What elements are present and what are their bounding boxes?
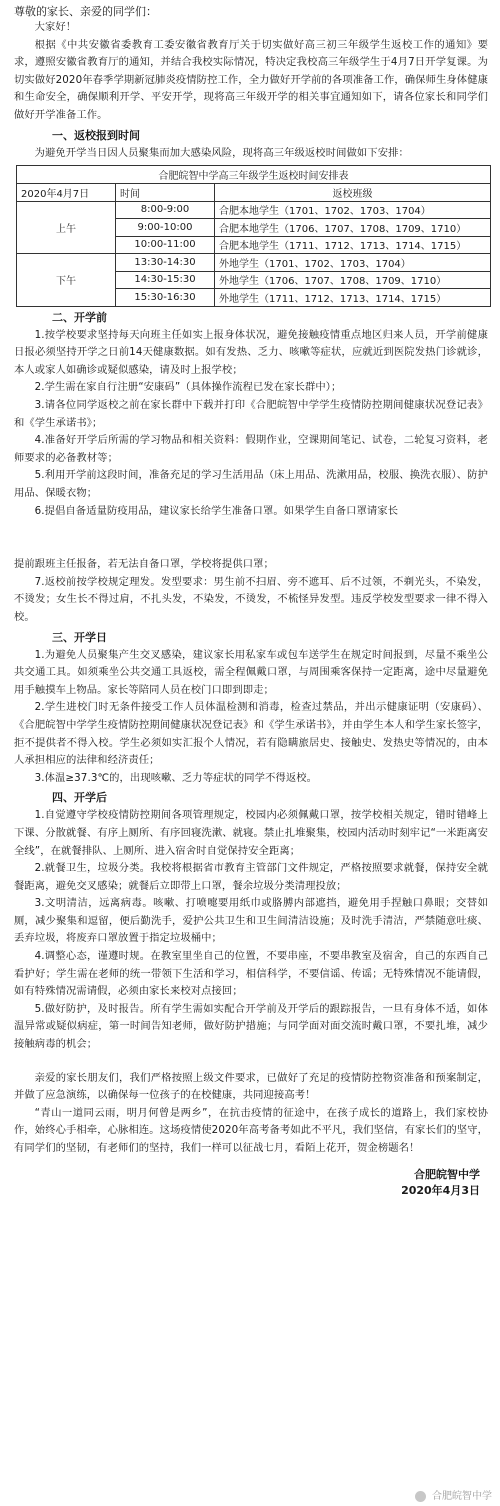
spacer — [14, 1054, 488, 1070]
time-cell: 9:00-10:00 — [116, 219, 215, 237]
time-cell: 15:30-16:30 — [116, 289, 215, 307]
list-item: 2.学生需在家自行注册“安康码”（具体操作流程已发在家长群中）； — [34, 381, 342, 394]
time-cell: 10:00-11:00 — [116, 236, 215, 254]
time-cell: 14:30-15:30 — [116, 271, 215, 289]
intro-paragraph: 根据《中共安徽省委教育工委安徽省教育厅关于切实做好高三初三年级学生返校工作的通知》要求，遵照安徽省教育厅的通知，并结合我校实际情况，特决定我校高三年级学生于4月7日开学复课。为切实做好2020年春季学期新冠肺炎疫情防控工作，全力做好开学前的各项准备工作，确保师生身体健康和生命安全，确保顺利开学、平安开学，现将高三年级开学的相关事宜通知如下，请各位家长和同学们做好开学准备工作。 — [14, 38, 488, 121]
greeting: 尊敬的家长、亲爱的同学们： — [14, 5, 157, 18]
list-item: 3.文明清洁，远离病毒。咳嗽、打喷嚏要用纸巾或胳膊内部遮挡，避免用手捏触口鼻眼；交替如厕，减少聚集和逗留，便后勤洗手，爱护公共卫生和卫生间清洁设施；及时洗手清洁，严禁随意吐痰、丢弃垃圾，将废弃口罩放置于指定垃圾桶中； — [14, 897, 488, 945]
table-row — [17, 201, 491, 219]
section-1-intro: 为避免开学当日因人员聚集而加大感染风险，现将高三年级返校时间做如下安排： — [34, 146, 409, 159]
closing-paragraph-1: 亲爱的家长朋友们，我们严格按照上级文件要求，已做好了充足的疫情防控物资准备和预案制定，并做了应急演练，以确保每一位孩子的在校健康，共同迎接高考！ — [14, 1071, 488, 1102]
list-item: 4.调整心态，谨遵时规。在教室里坐自己的位置，不要串座，不要串教室及宿舍，自己的东西自己看护好；学生需在老师的统一带领下生活和学习，相信科学，不要信谣、传谣；无特殊情况不能请假，如有特殊情况需请假，必须由家长来校对点接回； — [14, 950, 488, 998]
afternoon-label: 下午 — [17, 254, 116, 307]
class-cell: 外地学生（1701、1702、1703、1704） — [215, 254, 491, 272]
morning-label: 上午 — [17, 201, 116, 254]
section-3-heading: 三、开学日 — [52, 630, 107, 644]
list-item: 1.为避免人员聚集产生交叉感染，建议家长用私家车或包车送学生在规定时间报到，尽量不乘坐公共交通工具。如须乘坐公共交通工具返校，需全程佩戴口罩，与周围乘客保持一定距离，途中尽量避免用手触摸车上物品。家长等陪同人员在校门口即到即走； — [14, 648, 488, 696]
list-item: 2.就餐卫生，垃圾分类。我校将根据省市教育主管部门文件规定，严格按照要求就餐，保持安全就餐距离，避免交叉感染；就餐后立即带上口罩，餐余垃圾分类清理投放； — [14, 862, 488, 892]
list-item: 5.做好防护，及时报告。所有学生需如实配合开学前及开学后的跟踪报告，一旦有身体不适，如体温异常或疑似病症，第一时间告知老师，做好防护措施；与同学面对面交流时戴口罩，不要扎堆，减少接触病毒的机会； — [14, 1002, 488, 1051]
schedule-table — [16, 165, 491, 307]
list-item: 4.准备好开学后所需的学习物品和相关资料：假期作业，空课期间笔记、试卷，二轮复习资料，老师要求的必备教材等； — [14, 434, 488, 464]
class-cell: 合肥本地学生（1701、1702、1703、1704） — [215, 201, 491, 219]
list-item: 6.提倡自备适量防疫用品，建议家长给学生准备口罩。如果学生自备口罩请家长 — [34, 504, 399, 517]
list-item: 3.体温≥37.3℃的，出现咳嗽、乏力等症状的同学不得返校。 — [34, 771, 318, 784]
wechat-logo-icon — [415, 1491, 426, 1502]
list-item: 1.按学校要求坚持每天向班主任如实上报身体状况，避免接触疫情重点地区归来人员，开学前健康日报必须坚持开学之日前14天健康数据。如有发热、乏力、咳嗽等症状，应就近到医院发热门诊就诊，本人或家人如确诊或疑似感染，请及时上报学校； — [14, 328, 488, 376]
time-header: 时间 — [116, 184, 215, 202]
list-item: 5.利用开学前这段时间，准备充足的学习生活用品（床上用品、洗漱用品，校服、换洗衣服）、防护用品、保暖衣物； — [14, 469, 488, 499]
watermark — [415, 1487, 492, 1502]
date-header: 2020年4月7日 — [17, 184, 116, 202]
section-4-heading: 四、开学后 — [52, 791, 107, 805]
page-gap — [14, 520, 488, 556]
list-item: 7.返校前按学校规定理发。发型要求：男生前不扫眉、旁不遮耳、后不过领，不剃光头，不染发，不烫发；女生长不得过肩，不扎头发，不染发，不烫发，不梳怪异发型。违反学校发型要求一律不得入校。 — [14, 575, 488, 623]
signature-school: 合肥皖智中学 — [414, 1167, 480, 1181]
list-item: 提前跟班主任报备，若无法自备口罩，学校将提供口罩； — [14, 558, 274, 571]
list-item: 3.请各位同学返校之前在家长群中下载并打印《合肥皖智中学学生疫情防控期间健康状况登记表》和《学生承诺书》； — [14, 399, 488, 429]
list-item: 1.自觉遵守学校疫情防控期间各项管理规定，校园内必须佩戴口罩，按学校相关规定，错时错峰上下课、分散就餐、有序上厕所、有序回寝洗漱、就寝。禁止扎堆聚集，校园内活动时刻牢记“一米距离安全线”，在就餐排队、上厕所、进入宿舍时自觉保持安全距离； — [14, 809, 488, 857]
time-cell: 13:30-14:30 — [116, 254, 215, 272]
class-cell: 外地学生（1706、1707、1708、1709、1710） — [215, 271, 491, 289]
class-header: 返校班级 — [215, 184, 491, 202]
closing-paragraph-2: “青山一道同云雨，明月何曾是两乡”，在抗击疫情的征途中，在孩子成长的道路上，我们家校协作，始终心手相牵，心脉相连。这场疫情使2020年高考备考如此不平凡，我们坚信，有家长们的坚守，有同学们的坚韧，有老师们的坚持，我们一样可以征战七月，看陌上花开，贺金榜题名！ — [14, 1106, 488, 1154]
table-row — [17, 254, 491, 272]
watermark-text: 合肥皖智中学 — [432, 1491, 492, 1502]
hello: 大家好！ — [34, 21, 77, 33]
class-cell: 合肥本地学生（1711、1712、1713、1714、1715） — [215, 236, 491, 254]
time-cell: 8:00-9:00 — [116, 201, 215, 219]
table-title: 合肥皖智中学高三年级学生返校时间安排表 — [17, 166, 491, 184]
section-1-heading: 一、返校报到时间 — [52, 128, 140, 142]
spacer — [14, 1158, 488, 1166]
class-cell: 合肥本地学生（1706、1707、1708、1709、1710） — [215, 219, 491, 237]
list-item: 2.学生进校门时无条件接受工作人员体温检测和消毒，检查过禁品，并出示健康证明（安康码）、《合肥皖智中学学生疫情防控期间健康状况登记表》和《学生承诺书》，并由学生本人和学生家长签字，拒不提供者不得入校。学生必须如实汇报个人情况，若有隐瞒旅居史、接触史、发热史等情况的，由本人承担相应的法律和经济责任； — [14, 701, 488, 767]
signature-date: 2020年4月3日 — [401, 1183, 480, 1197]
section-2-heading: 二、开学前 — [52, 310, 107, 324]
class-cell: 外地学生（1711、1712、1713、1714、1715） — [215, 289, 491, 307]
